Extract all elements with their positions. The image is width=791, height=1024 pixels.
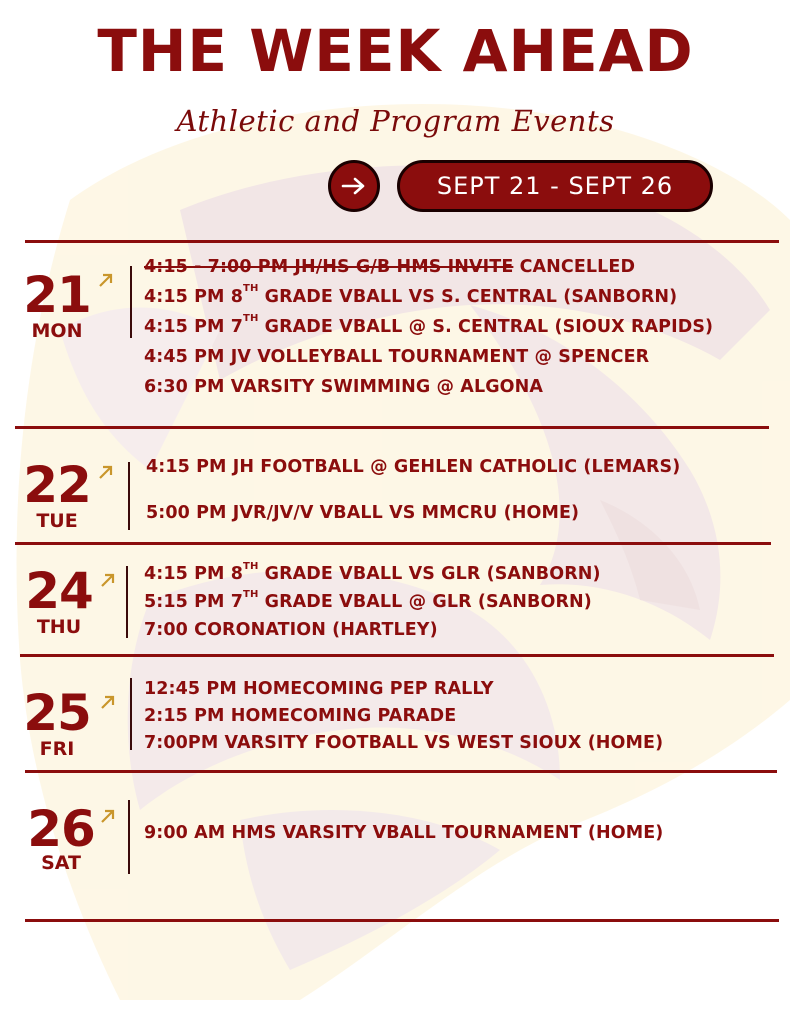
right-arrow-icon	[341, 176, 367, 196]
divider	[25, 770, 777, 773]
event-item	[144, 560, 601, 588]
divider	[25, 919, 779, 922]
event-text: 6:30 PM VARSITY SWIMMING @ ALGONA	[144, 377, 544, 397]
day-name: MON	[31, 320, 83, 342]
divider	[15, 426, 769, 429]
day-name: SAT	[41, 852, 81, 874]
day-separator	[128, 800, 130, 874]
day-number: 24	[25, 562, 93, 620]
event-item	[144, 282, 713, 312]
event-text: GRADE VBALL @ GLR (SANBORN)	[258, 592, 592, 612]
day-separator	[130, 678, 132, 750]
page-title: THE WEEK AHEAD	[97, 17, 694, 85]
day-name: TUE	[36, 510, 78, 532]
event-item	[144, 372, 713, 402]
up-right-arrow-icon	[96, 270, 116, 290]
divider	[25, 240, 779, 243]
event-text: GRADE VBALL VS GLR (SANBORN)	[258, 564, 601, 584]
event-text: 4:15 PM 8	[144, 287, 244, 307]
event-item	[144, 588, 601, 616]
event-text: 2:15 PM HOMECOMING PARADE	[144, 706, 457, 726]
divider	[15, 542, 771, 545]
event-text: GRADE VBALL VS S. CENTRAL (SANBORN)	[258, 287, 678, 307]
event-item	[144, 703, 663, 730]
event-text: 7:00PM VARSITY FOOTBALL VS WEST SIOUX (HOME)	[144, 733, 664, 753]
event-item	[144, 342, 713, 372]
event-text: 12:45 PM HOMECOMING PEP RALLY	[144, 679, 494, 699]
day-number: 25	[23, 684, 91, 742]
event-list-thu	[144, 560, 601, 644]
day-separator	[128, 462, 130, 530]
up-right-arrow-icon	[96, 462, 116, 482]
event-item	[144, 616, 601, 644]
day-separator	[130, 266, 132, 338]
day-number: 22	[23, 456, 91, 514]
next-week-button[interactable]	[328, 160, 380, 212]
page-subtitle: Athletic and Program Events	[176, 104, 615, 138]
event-item	[144, 730, 663, 757]
day-number: 21	[23, 266, 91, 324]
day-number: 26	[27, 800, 95, 858]
event-item	[144, 312, 713, 342]
event-text: 5:00 PM JVR/JV/V VBALL VS MMCRU (HOME)	[146, 503, 580, 523]
up-right-arrow-icon	[98, 692, 118, 712]
ordinal-suffix: TH	[243, 561, 259, 572]
day-separator	[126, 566, 128, 638]
event-item	[144, 818, 663, 848]
ordinal-suffix: TH	[243, 283, 259, 294]
event-item	[144, 252, 713, 282]
date-range-badge: SEPT 21 - SEPT 26	[397, 160, 713, 212]
event-list-tue	[146, 452, 680, 528]
ordinal-suffix: TH	[243, 313, 259, 324]
event-list-sat	[144, 818, 663, 848]
event-text: 7:00 CORONATION (HARTLEY)	[144, 620, 438, 640]
event-text: 4:15 PM 7	[144, 317, 244, 337]
event-text: 4:45 PM JV VOLLEYBALL TOURNAMENT @ SPENCER	[144, 347, 650, 367]
event-item	[144, 676, 663, 703]
day-block-fri	[2, 684, 112, 760]
event-item	[146, 498, 680, 528]
event-text: 4:15 PM JH FOOTBALL @ GEHLEN CATHOLIC (LEMARS)	[146, 457, 681, 477]
event-text: 5:15 PM 7	[144, 592, 244, 612]
event-text: 9:00 AM HMS VARSITY VBALL TOURNAMENT (HOME)	[144, 823, 664, 843]
event-text: GRADE VBALL @ S. CENTRAL (SIOUX RAPIDS)	[258, 317, 714, 337]
up-right-arrow-icon	[98, 570, 118, 590]
divider	[20, 654, 774, 657]
up-right-arrow-icon	[98, 806, 118, 826]
cancelled-event-text: 4:15 - 7:00 PM JH/HS G/B HMS INVITE	[144, 257, 514, 277]
event-list-mon	[144, 252, 713, 402]
event-item	[146, 452, 680, 482]
ordinal-suffix: TH	[243, 589, 259, 600]
cancelled-label: CANCELLED	[513, 257, 636, 277]
event-list-fri	[144, 676, 663, 757]
event-text: 4:15 PM 8	[144, 564, 244, 584]
day-name: THU	[36, 616, 82, 638]
day-name: FRI	[39, 738, 75, 760]
